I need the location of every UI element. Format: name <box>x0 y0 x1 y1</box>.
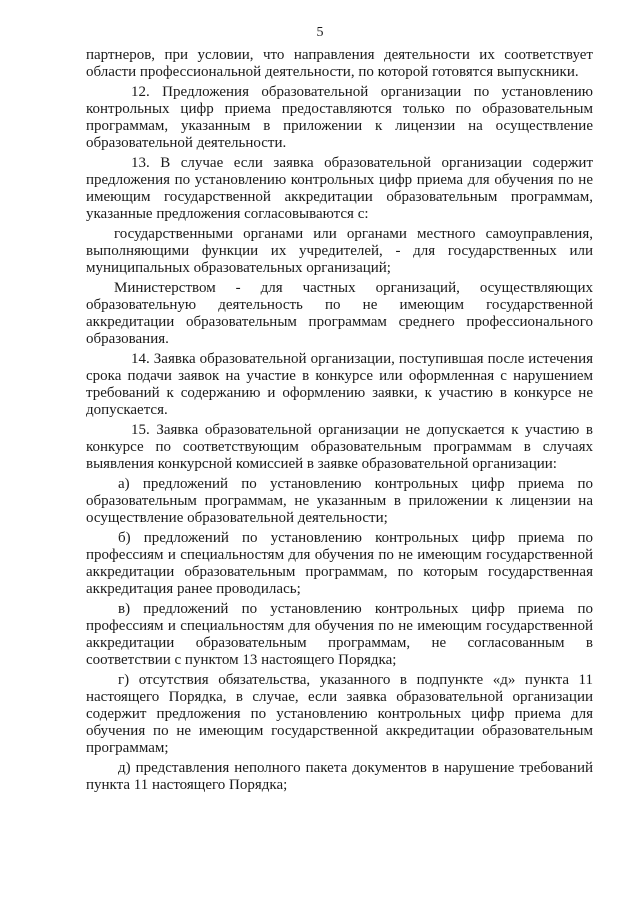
paragraph-13-item-2: Министерством - для частных организаций, осуществляющих образовательную деятельность по не имеющим государственной аккредитации образовательным программам среднего профессионального образования. <box>86 280 593 347</box>
paragraph-12: 12. Предложения образовательной организации по установлению контрольных цифр приема предоставляются только по образовательным программам, указанным в приложении к лицензии на осуществление образовательной деятельности. <box>86 84 593 151</box>
paragraph-15-d: д) представления неполного пакета документов в нарушение требований пункта 11 настоящего Порядка; <box>86 760 593 793</box>
paragraph-15-b: б) предложений по установлению контрольных цифр приема по профессиям и специальностям для обучения по не имеющим государственной аккредитации образовательным программам, по которым государственная аккредитация ранее проводилась; <box>86 530 593 597</box>
paragraph-13: 13. В случае если заявка образовательной организации содержит предложения по установлению контрольных цифр приема для обучения по не имеющим государственной аккредитации образовательным программам, указанные предложения согласовываются с: <box>86 155 593 222</box>
page-number: 5 <box>316 25 324 40</box>
paragraph-15: 15. Заявка образовательной организации не допускается к участию в конкурсе по соответствующим образовательным программам в случаях выявления конкурсной комиссией в заявке образовательной организации: <box>86 422 593 472</box>
paragraph-15-a: а) предложений по установлению контрольных цифр приема по образовательным программам, не указанным в приложении к лицензии на осуществление образовательной деятельности; <box>86 476 593 526</box>
document-body <box>86 47 593 797</box>
paragraph-14: 14. Заявка образовательной организации, поступившая после истечения срока подачи заявок на участие в конкурсе или оформленная с нарушением требований к содержанию и оформлению заявки, к участию в конкурсе не допускается. <box>86 351 593 418</box>
paragraph-continuation: партнеров, при условии, что направления деятельности их соответствует области профессиональной деятельности, по которой готовятся выпускники. <box>86 47 593 80</box>
paragraph-15-g: г) отсутствия обязательства, указанного в подпункте «д» пункта 11 настоящего Порядка, в случае, если заявка образовательной организации содержит предложения по установлению контрольных цифр приема для обучения по не имеющим государственной аккредитации образовательным программам; <box>86 672 593 756</box>
paragraph-15-v: в) предложений по установлению контрольных цифр приема по профессиям и специальностям для обучения по не имеющим государственной аккредитации образовательным программам, не согласованным в соответствии с пунктом 13 настоящего Порядка; <box>86 601 593 668</box>
paragraph-13-item-1: государственными органами или органами местного самоуправления, выполняющими функции их учредителей, - для государственных или муниципальных образовательных организаций; <box>86 226 593 276</box>
